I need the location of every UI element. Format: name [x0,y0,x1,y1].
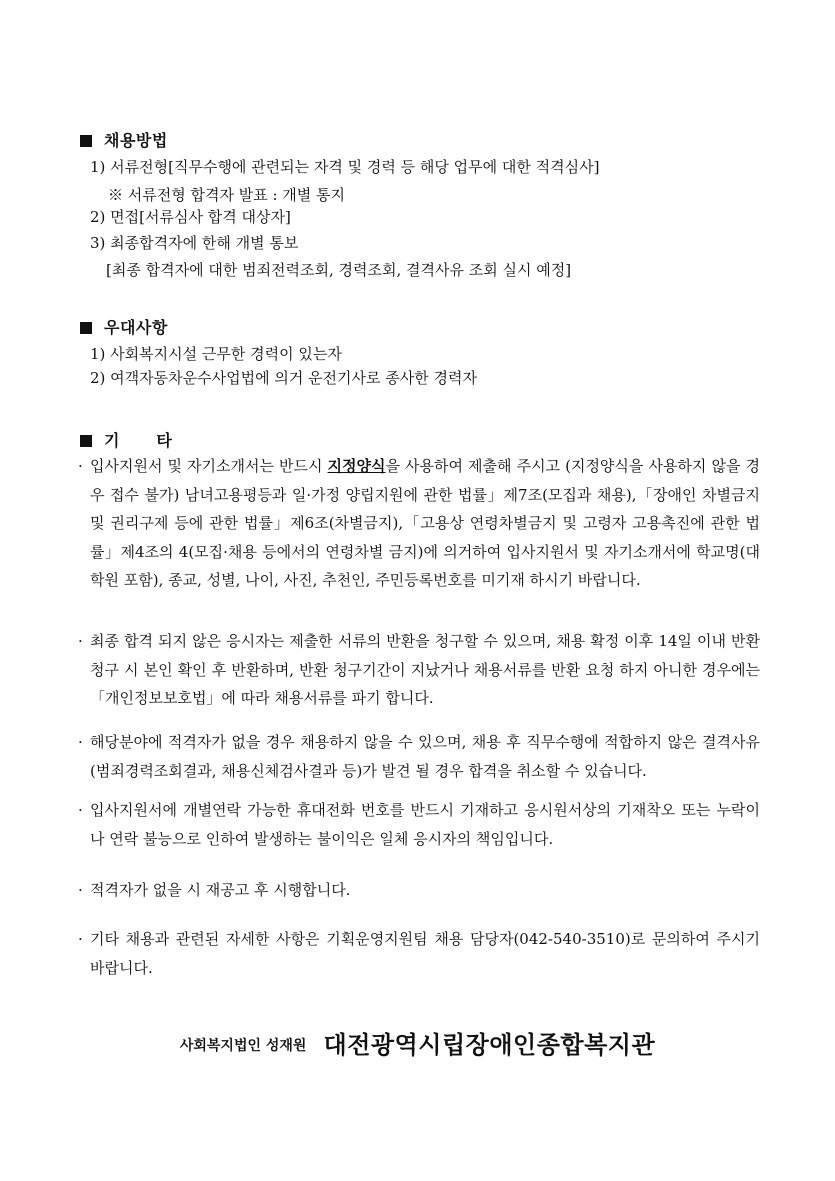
bullet-dot-icon: · [78,881,83,899]
footer-org: 사회복지법인 성재원 [179,1038,307,1054]
section-heading-etc [80,428,172,451]
section-heading-preference [80,315,168,338]
preference-item-1: 1) 사회복지시설 근무한 경력이 있는자 [90,345,342,363]
etc-paragraph-5 [78,876,760,905]
paragraph-text: 적격자가 없을 시 재공고 후 시행합니다. [90,881,351,899]
paragraph-text: 해당분야에 적격자가 없을 경우 채용하지 않을 수 있으며, 채용 후 직무수행에 적합하지 않은 결격사유(범죄경력조회결과, 채용신체검사결과 등)가 발견 될 경우 합격을 취소할 수 있습니다. [90,733,760,780]
paragraph-text: 기타 채용과 관련된 자세한 사항은 기획운영지원팀 채용 담당자(042-540-3510)로 문의하여 주시기 바랍니다. [90,930,760,977]
square-bullet-icon [80,322,92,334]
etc-paragraph-2 [78,627,760,713]
section-heading-method [80,128,168,151]
etc-paragraph-6 [78,925,760,982]
bullet-dot-icon: · [78,457,83,475]
section-title: 우대사항 [104,318,168,337]
text-segment: 을 사용하여 제출해 주시고 (지정양식을 사용하지 않을 경우 접수 불가) 남녀고용평등과 일·가정 양립지원에 관한 법률」제7조(모집과 채용),「장애인 차별금지 및 권리구제 등에 관한 법률」제6조(차별금지),「고용상 연령차별금지 및 고령자 고용촉진에 관한 법률」제4조의 4(모집·채용 등에서의 연령차별 금지)에 의거하여 입사지원서 및 자기소개서에 학교명(대학원 포함), 종교, 성별, 나이, 사진, 추천인, 주민등록번호를 미기재 하시기 바랍니다. [90,457,760,589]
etc-paragraph-1 [78,452,760,595]
section-title: 기 타 [104,431,173,450]
etc-paragraph-3 [78,728,760,785]
text-segment: 입사지원서 및 자기소개서는 반드시 [90,457,328,475]
footer-institution-name: 대전광역시립장애인종합복지관 [323,1031,656,1059]
section-title: 채용방법 [104,131,168,150]
method-item-2: 2) 면접[서류심사 합격 대상자] [90,208,291,226]
bullet-dot-icon: · [78,733,83,751]
paragraph-text: 입사지원서에 개별연락 가능한 휴대전화 번호를 반드시 기재하고 응시원서상의 기재착오 또는 누락이나 연락 불능으로 인하여 발생하는 불이익은 일체 응시자의 책임입니다. [90,801,760,848]
bullet-dot-icon: · [78,930,83,948]
method-item-3-note: [최종 합격자에 대한 범죄전력조회, 경력조회, 결격사유 조회 실시 예정] [106,261,572,279]
etc-paragraph-4 [78,796,760,853]
square-bullet-icon [80,435,92,447]
required-form-emphasis: 지정양식 [327,457,386,475]
footer-signature [0,1025,835,1060]
preference-item-2: 2) 여객자동차운수사업법에 의거 운전기사로 종사한 경력자 [90,369,477,387]
method-item-3: 3) 최종합격자에 한해 개별 통보 [90,234,299,252]
bullet-dot-icon: · [78,801,83,819]
method-item-1: 1) 서류전형[직무수행에 관련되는 자격 및 경력 등 해당 업무에 대한 적격심사] [90,158,600,176]
square-bullet-icon [80,135,92,147]
method-item-1-note: ※ 서류전형 합격자 발표 : 개별 통지 [108,186,346,204]
bullet-dot-icon: · [78,632,83,650]
paragraph-text: 최종 합격 되지 않은 응시자는 제출한 서류의 반환을 청구할 수 있으며, 채용 확정 이후 14일 이내 반환 청구 시 본인 확인 후 반환하며, 반환 청구기간이 지났거나 채용서류를 반환 요청 하지 아니한 경우에는「개인정보보호법」에 따라 채용서류를 파기 합니다. [90,632,760,707]
